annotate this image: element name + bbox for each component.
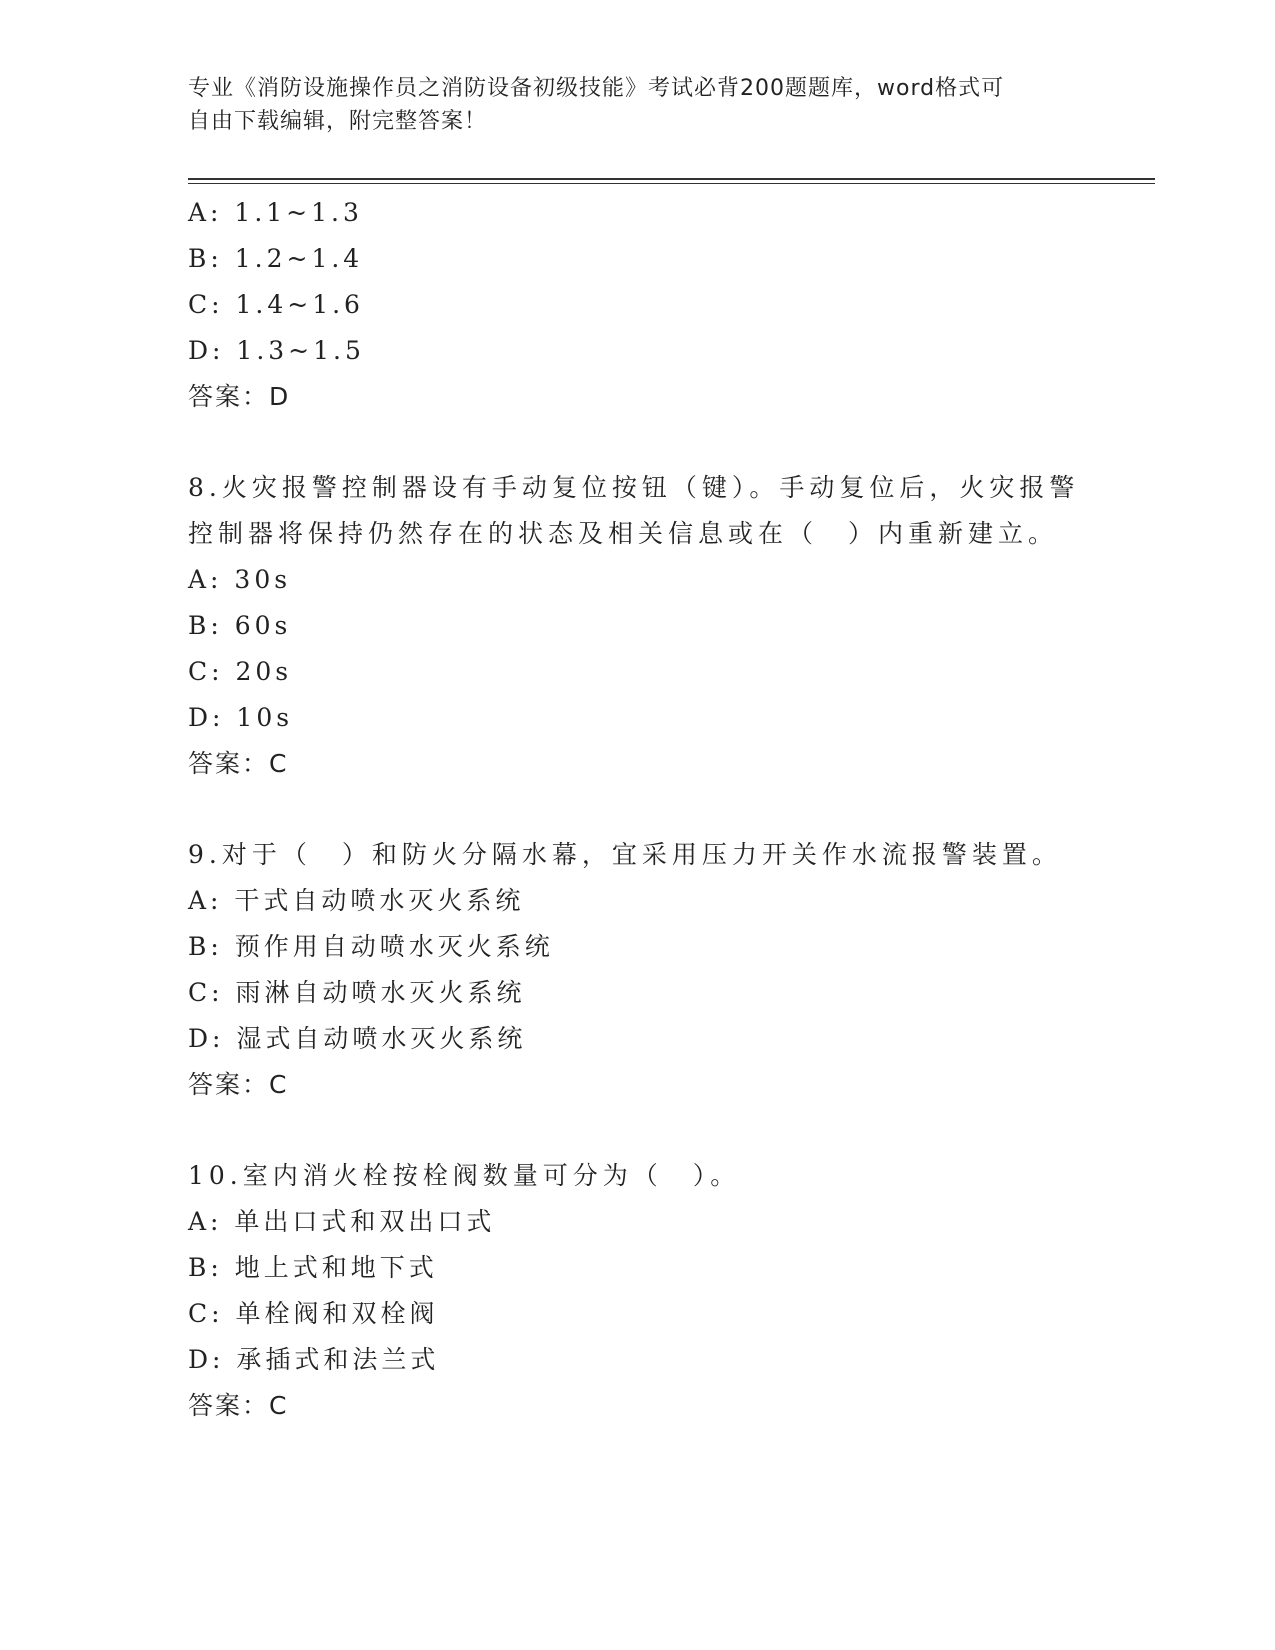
question-text-line-1: 10.室内消火栓按栓阀数量可分为（ ）。 — [188, 1161, 741, 1190]
document-header — [188, 72, 1088, 138]
question-spacer — [188, 787, 1088, 832]
question-list — [188, 190, 1088, 1429]
answer-line: 答案：C — [188, 1391, 289, 1420]
answer-line: 答案：D — [188, 382, 291, 411]
option-b: B: 60s — [188, 611, 292, 640]
question-spacer — [188, 1108, 1088, 1153]
option-d: D: 10s — [188, 703, 294, 732]
question-spacer — [188, 420, 1088, 465]
option-c: C: 20s — [188, 657, 293, 686]
answer-line: 答案：C — [188, 749, 289, 778]
option-b: B: 1.2~1.4 — [188, 244, 364, 273]
header-line-2: 自由下载编辑，附完整答案！ — [188, 109, 488, 134]
question-10 — [188, 1153, 1088, 1429]
answer-line: 答案：C — [188, 1070, 289, 1099]
option-c: C: 雨淋自动喷水灭火系统 — [188, 978, 526, 1007]
question-text-line-2: 控制器将保持仍然存在的状态及相关信息或在（ ）内重新建立。 — [188, 519, 1059, 548]
option-b: B: 地上式和地下式 — [188, 1253, 438, 1282]
option-c: C: 单栓阀和双栓阀 — [188, 1299, 439, 1328]
option-a: A: 干式自动喷水灭火系统 — [188, 886, 525, 915]
question-9 — [188, 832, 1088, 1108]
question-8 — [188, 465, 1088, 787]
option-b: B: 预作用自动喷水灭火系统 — [188, 932, 554, 961]
option-a: A: 单出口式和双出口式 — [188, 1207, 496, 1236]
option-d: D: 湿式自动喷水灭火系统 — [188, 1024, 527, 1053]
header-divider-thin — [188, 183, 1155, 184]
option-d: D: 承插式和法兰式 — [188, 1345, 440, 1374]
option-d: D: 1.3~1.5 — [188, 336, 365, 365]
option-a: A: 1.1~1.3 — [188, 198, 363, 227]
header-divider-thick — [188, 178, 1155, 180]
option-a: A: 30s — [188, 565, 292, 594]
question-text-line-1: 9.对于（ ）和防火分隔水幕，宜采用压力开关作水流报警装置。 — [188, 840, 1062, 869]
question-7 — [188, 190, 1088, 420]
header-line-1: 专业《消防设施操作员之消防设备初级技能》考试必背200题题库，word格式可 — [188, 76, 1005, 101]
option-c: C: 1.4~1.6 — [188, 290, 364, 319]
question-text-line-1: 8.火灾报警控制器设有手动复位按钮（键）。手动复位后，火灾报警 — [188, 473, 1080, 502]
